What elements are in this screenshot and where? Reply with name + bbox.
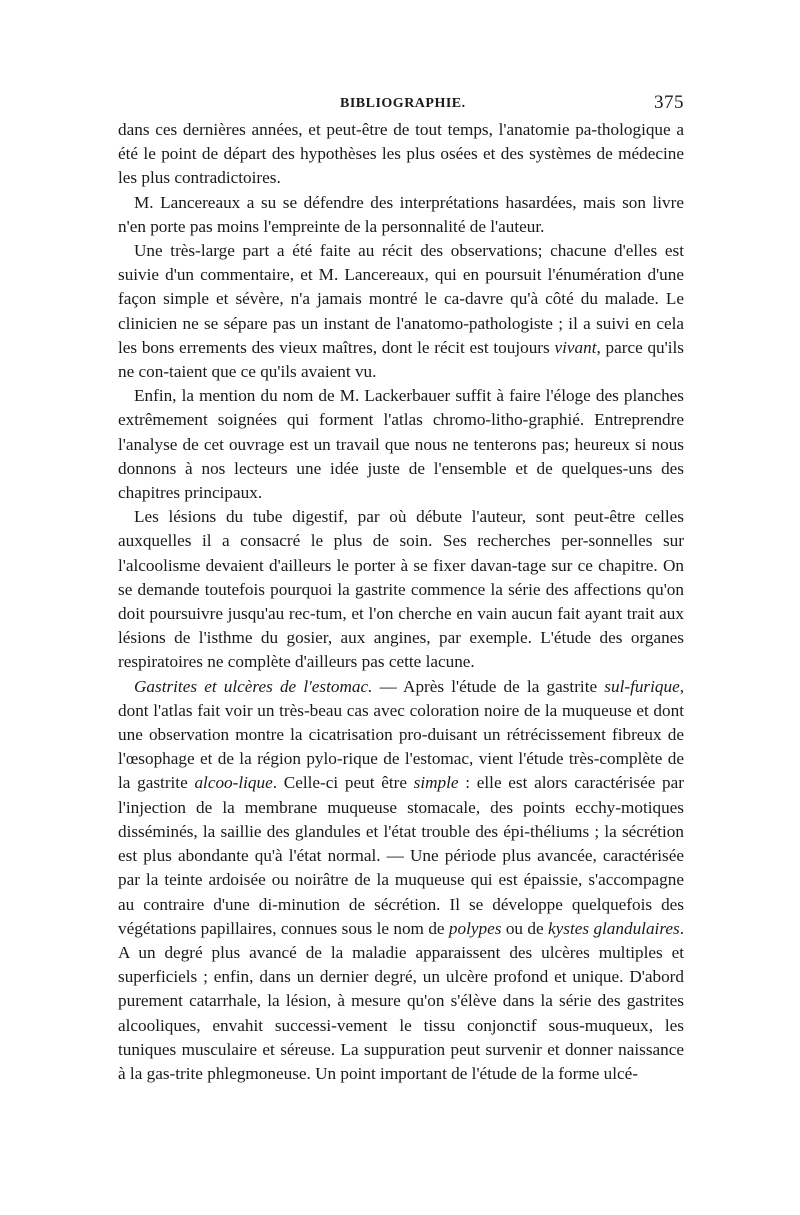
paragraph — [118, 505, 684, 674]
book-page — [118, 92, 684, 1086]
text-segment: dans ces dernières années, et peut-être de tout temps, l'anatomie pa-thologique a été le point de départ des hypothèses les plus osées et des systèmes de médecine les plus contradictoires. — [118, 120, 684, 188]
paragraph — [118, 118, 684, 191]
running-head — [118, 92, 684, 118]
text-segment: M. Lancereaux a su se défendre des interprétations hasardées, mais son livre n'en porte pas moins l'empreinte de la personnalité de l'auteur. — [118, 192, 684, 236]
text-segment: . A un degré plus avancé de la maladie apparaissent des ulcères multiples et superficiels ; enfin, dans un dernier degré, un ulcère profond et unique. D'abord purement catarrhale, la lésion, à mesure qu'on s'élève dans la série des gastrites alcooliques, envahit successi-vement le tissu conjonctif sous-muqueux, les tuniques musculaire et séreuse. La suppuration peut survenir et donner naissance à la gas-trite phlegmoneuse. Un point important de l'étude de la forme ulcé- — [118, 918, 684, 1083]
text-segment: — Après l'étude de la gastrite — [372, 676, 605, 696]
italic-text-segment: vivant — [554, 337, 597, 357]
text-segment: Les lésions du tube digestif, par où débute l'auteur, sont peut-être celles auxquelles il a consacré le plus de soin. Ses recherches per-sonnelles sur l'alcoolisme devaient d'ailleurs le porter à se fixer davan-tage sur ce chapitre. On se demande toutefois pourquoi la gastrite commence la série des affections qu'on doit poursuivre jusqu'au rec-tum, et l'on cherche en vain aucun fait ayant trait aux lésions de l'isthme du gosier, aux angines, par exemple. L'étude des organes respiratoires ne complète d'ailleurs pas cette lacune. — [118, 507, 684, 672]
text-segment: , parce qu'ils ne con-taient que ce qu'ils avaient vu. — [118, 337, 684, 382]
text-segment: Une très-large part a été faite au récit des observations; chacune d'elles est suivie d'un commentaire, et M. Lancereaux, qui en poursuit l'énumération d'une façon simple et sévère, n'a jamais montré le ca-davre qu'à côté du malade. Le clinicien ne se sépare pas un instant de l'anatomo-pathologiste ; il a suivi en cela les bons errements des vieux maîtres, dont le récit est toujours — [118, 241, 684, 357]
page-number: 375 — [654, 92, 684, 113]
text-segment: . Celle-ci peut être — [272, 773, 414, 793]
text-segment: , dont l'atlas fait voir un très-beau cas avec coloration noire de la muqueuse et dont une observation montre la cicatrisation pro-duisant un rétrécissement fibreux de l'œsophage et de la région pylo-rique de l'estomac, vient l'étude très-complète de la gastrite — [118, 676, 685, 793]
paragraph — [118, 191, 684, 239]
paragraph — [118, 239, 684, 384]
body-text — [118, 118, 684, 1086]
italic-text-segment: polypes — [448, 918, 502, 938]
text-segment: ou de — [501, 918, 549, 938]
italic-text-segment: alcoo-lique — [194, 773, 273, 793]
italic-text-segment: Gastrites et ulcères de l'estomac. — [134, 676, 373, 696]
paragraph — [118, 675, 684, 1086]
paragraph — [118, 384, 684, 505]
italic-text-segment: kystes glandulaires — [548, 918, 680, 938]
text-segment: Enfin, la mention du nom de M. Lackerbauer suffit à faire l'éloge des planches extrêmement soignées qui forment l'atlas chromo-litho-graphié. Entreprendre l'analyse de cet ouvrage est un travail que nous ne tenterons pas; heureux si nous donnons à nos lecteurs une idée juste de l'ensemble et de quelques-uns des chapitres principaux. — [118, 386, 684, 503]
italic-text-segment: simple — [413, 773, 459, 793]
text-segment: : elle est alors caractérisée par l'injection de la membrane muqueuse stomacale, des points ecchy-motiques disséminés, la saillie des glandules et l'état trouble des épi-théliums ; la sécrétion est plus abondante qu'à l'état normal. — Une période plus avancée, caractérisée par la teinte ardoisée ou noirâtre de la muqueuse qui est épaissie, s'accompagne au contraire d'une di-minution de sécrétion. Il se développe quelquefois des végétations papillaires, connues sous le nom de — [118, 773, 685, 938]
italic-text-segment: sul-furique — [604, 676, 680, 696]
running-title: BIBLIOGRAPHIE. — [340, 96, 466, 111]
